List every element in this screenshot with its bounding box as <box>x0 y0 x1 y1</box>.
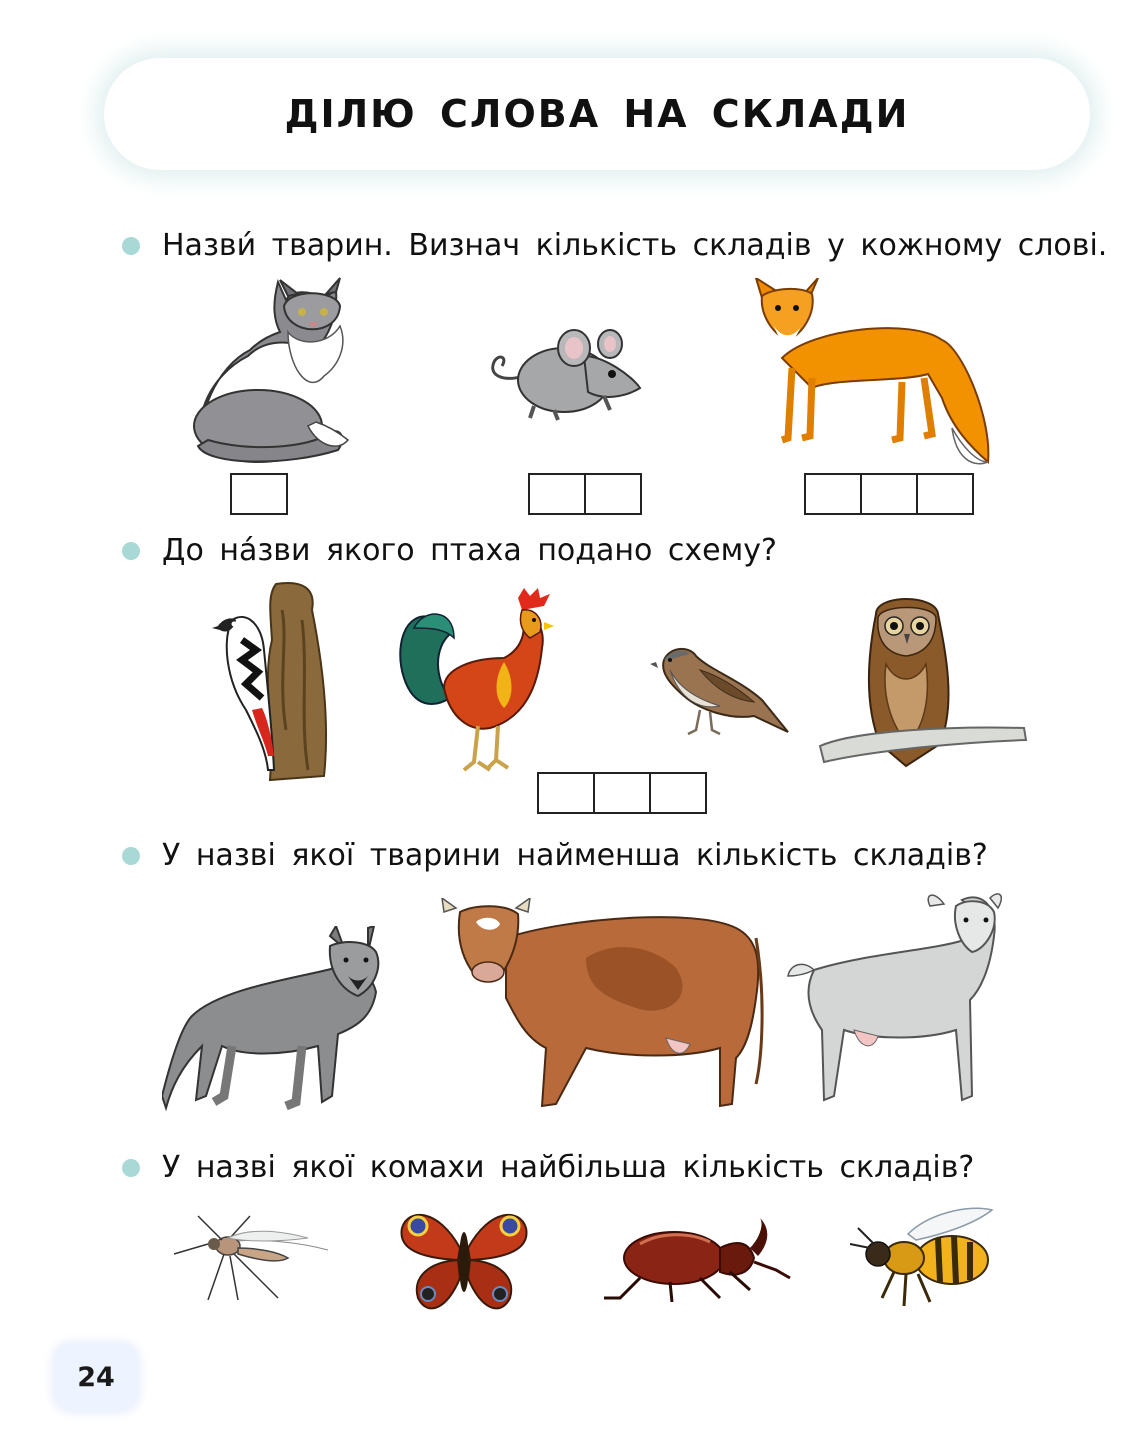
bullet-icon <box>122 542 140 560</box>
bee-picture <box>848 1204 994 1310</box>
syllable-cell <box>586 475 640 513</box>
scheme-mouse <box>528 473 642 515</box>
task-2-text: До на́зви якого птаха подано схему? <box>162 533 777 568</box>
task-4-text: У назві якої комахи найбільша кількість складів? <box>162 1150 975 1185</box>
bullet-icon <box>122 847 140 865</box>
scheme-bird <box>537 772 707 814</box>
cow-picture <box>436 898 766 1110</box>
butterfly-picture <box>398 1198 530 1318</box>
cat-picture <box>188 276 368 470</box>
syllable-cell <box>539 774 595 812</box>
title-banner <box>104 58 1090 170</box>
task-3 <box>122 838 988 873</box>
task-2 <box>122 533 777 568</box>
task-1 <box>122 228 1107 263</box>
sparrow-picture <box>650 640 790 738</box>
wolf-picture <box>162 926 390 1114</box>
bullet-icon <box>122 1159 140 1177</box>
page-title: ДІЛЮ СЛОВА НА СКЛАДИ <box>284 92 910 136</box>
task-3-text: У назві якої тварини найменша кількість складів? <box>162 838 988 873</box>
fox-picture <box>752 278 996 470</box>
owl-picture <box>816 594 1028 776</box>
scheme-fox <box>804 473 974 515</box>
syllable-cell <box>651 774 705 812</box>
syllable-cell <box>806 475 862 513</box>
task-1-text: Назви́ тварин. Визнач кількість складів у кожному слові. <box>162 228 1108 263</box>
page-number: 24 <box>56 1345 136 1409</box>
mouse-picture <box>484 326 646 422</box>
syllable-cell <box>530 475 586 513</box>
goat-picture <box>784 890 1008 1106</box>
beetle-picture <box>600 1218 792 1304</box>
scheme-cat <box>230 473 288 515</box>
mosquito-picture <box>168 1208 334 1300</box>
bullet-icon <box>122 237 140 255</box>
syllable-cell <box>862 475 918 513</box>
syllable-cell <box>918 475 972 513</box>
woodpecker-picture <box>212 580 334 782</box>
task-4 <box>122 1150 974 1185</box>
syllable-cell <box>232 475 286 513</box>
rooster-picture <box>394 588 554 774</box>
syllable-cell <box>595 774 651 812</box>
